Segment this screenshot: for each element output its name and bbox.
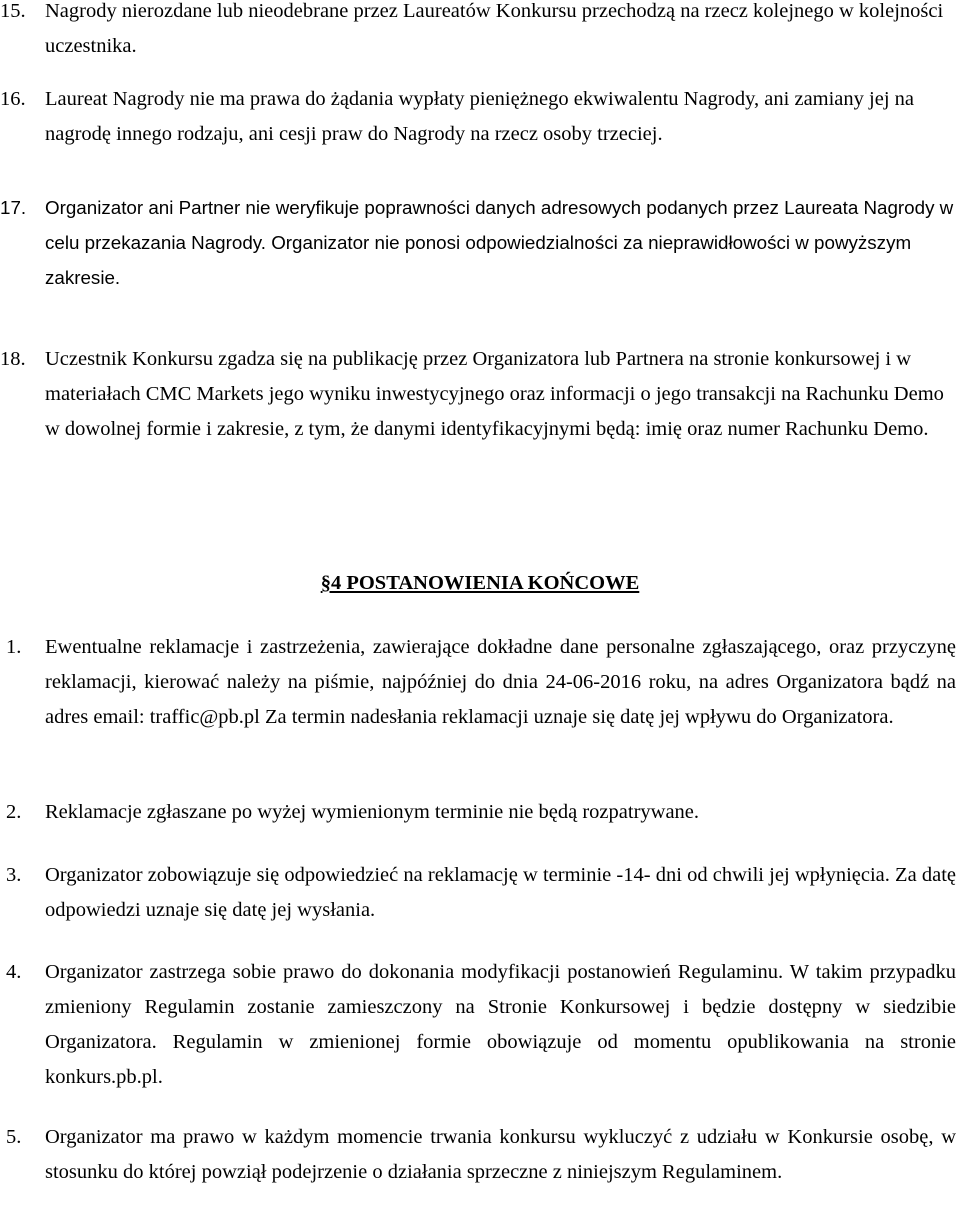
item-number: 5.: [6, 1126, 22, 1148]
section-heading-text: §4 POSTANOWIENIA KOŃCOWE: [320, 572, 640, 594]
item-number: 18.: [0, 348, 26, 370]
item-text: Organizator zobowiązuje się odpowiedzieć na reklamację w terminie -14- dni od chwili jej wpłynięcia. Za datę odpowiedzi uznaje się datę jej wysłania.: [45, 864, 956, 921]
list-item: [6, 795, 956, 830]
section-heading: [0, 566, 960, 601]
list-item: [6, 1120, 956, 1190]
item-text: Ewentualne reklamacje i zastrzeżenia, zawierające dokładne dane personalne zgłaszającego, oraz przyczynę reklamacji, kierować należy na piśmie, najpóźniej do dnia 24-06-2016 roku, na adres Organizatora bądź na adres email: traffic@pb.pl Za termin nadesłania reklamacji uznaje się datę jej wpływu do Organizatora.: [45, 636, 956, 728]
item-text: Uczestnik Konkursu zgadza się na publikację przez Organizatora lub Partnera na stronie konkursowej i w materiałach CMC Markets jego wyniku inwestycyjnego oraz informacji o jego transakcji na Rachunku Demo w dowolnej formie i zakresie, z tym, że danymi identyfikacyjnymi będą: imię oraz numer Rachunku Demo.: [45, 348, 944, 440]
item-number: 3.: [6, 864, 22, 886]
list-item: [0, 190, 955, 295]
list-item: [6, 630, 956, 735]
item-text: Laureat Nagrody nie ma prawa do żądania wypłaty pieniężnego ekwiwalentu Nagrody, ani zamiany jej na nagrodę innego rodzaju, ani cesji praw do Nagrody na rzecz osoby trzeciej.: [45, 88, 914, 145]
list-item: [0, 82, 955, 152]
item-text: Reklamacje zgłaszane po wyżej wymienionym terminie nie będą rozpatrywane.: [45, 801, 700, 823]
item-text: Nagrody nierozdane lub nieodebrane przez Laureatów Konkursu przechodzą na rzecz kolejnego w kolejności uczestnika.: [45, 0, 944, 57]
item-text: Organizator ani Partner nie weryfikuje poprawności danych adresowych podanych przez Laureata Nagrody w celu przekazania Nagrody. Organizator nie ponosi odpowiedzialności za nieprawidłowości w powyższym zakresie.: [45, 197, 954, 288]
item-number: 16.: [0, 88, 26, 110]
list-item: [0, 0, 955, 64]
item-number: 15.: [0, 0, 26, 22]
list-item: [6, 858, 956, 928]
item-number: 1.: [6, 636, 22, 658]
item-text: Organizator ma prawo w każdym momencie trwania konkursu wykluczyć z udziału w Konkursie osobę, w stosunku do której powziął podejrzenie o działania sprzeczne z niniejszym Regulaminem.: [45, 1126, 956, 1183]
item-number: 2.: [6, 801, 22, 823]
list-item: [6, 955, 956, 1095]
item-number: 4.: [6, 961, 22, 983]
list-item: [0, 342, 955, 447]
item-text: Organizator zastrzega sobie prawo do dokonania modyfikacji postanowień Regulaminu. W takim przypadku zmieniony Regulamin zostanie zamieszczony na Stronie Konkursowej i będzie dostępny w siedzibie Organizatora. Regulamin w zmienionej formie obowiązuje od momentu opublikowania na stronie konkurs.pb.pl.: [45, 961, 956, 1088]
item-number: 17.: [0, 197, 27, 218]
